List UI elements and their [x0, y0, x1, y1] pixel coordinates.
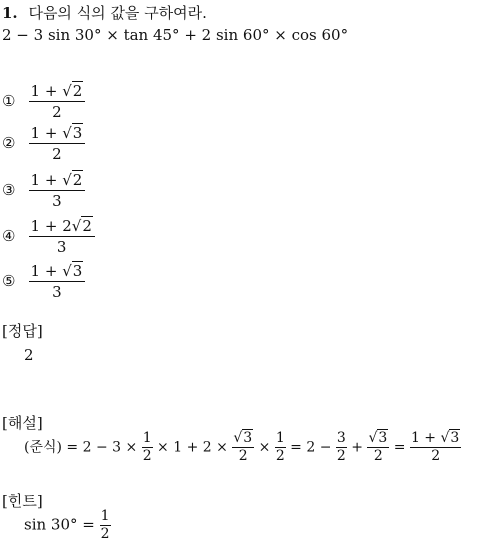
- fraction: $\frac{1}{2}$: [275, 430, 285, 464]
- denominator: 3: [29, 190, 86, 210]
- option-1[interactable]: [2, 82, 85, 121]
- expression-text: = 2 −: [285, 439, 336, 456]
- sqrt-icon: √: [62, 124, 72, 142]
- option-marker: ⑤: [2, 272, 16, 290]
- answer-value: 2: [24, 346, 34, 364]
- fraction: $\frac{1 + √3}{2}$: [410, 430, 460, 464]
- option-marker: ④: [2, 227, 16, 245]
- option-fraction: [29, 124, 86, 163]
- option-marker: ③: [2, 181, 16, 199]
- numerator-text: 1 +: [30, 124, 63, 142]
- radicand: 2: [72, 82, 83, 100]
- question-expression: 2 − 3 sin 30° × tan 45° + 2 sin 60° × cos 60°: [2, 26, 349, 44]
- radicand: 2: [72, 171, 83, 189]
- sqrt-icon: √: [440, 430, 450, 446]
- option-fraction: [29, 262, 86, 301]
- numerator-text: 1 +: [30, 262, 63, 280]
- option-5[interactable]: [2, 262, 85, 301]
- explanation-label: [해설]: [2, 414, 43, 432]
- expression-text: ×: [254, 439, 275, 456]
- expression-text: sin 30° =: [24, 515, 100, 534]
- option-marker: ①: [2, 92, 16, 110]
- option-fraction: [29, 217, 95, 256]
- option-fraction: [29, 171, 86, 210]
- denominator: 2: [29, 101, 86, 121]
- sqrt-icon: √: [62, 82, 72, 100]
- hint-expression: [24, 508, 111, 543]
- option-4[interactable]: [2, 217, 95, 256]
- radicand: 2: [82, 217, 92, 235]
- question-prompt: 다음의 식의 값을 구하여라.: [28, 4, 207, 22]
- denominator: 3: [29, 236, 95, 256]
- numerator-text: 1 +: [30, 217, 63, 235]
- option-fraction: [29, 82, 86, 121]
- fraction: $\frac{1}{2}$: [100, 508, 110, 542]
- coefficient: 2: [62, 217, 72, 235]
- question-number: 1.: [2, 4, 18, 22]
- fraction: $\frac{1}{2}$: [142, 430, 152, 464]
- option-3[interactable]: [2, 171, 85, 210]
- hint-label: [힌트]: [2, 492, 43, 510]
- expression-text: =: [389, 439, 410, 456]
- explanation-expression: [24, 430, 461, 465]
- fraction: $\frac{3}{2}$: [336, 430, 346, 464]
- answer-label: [정답]: [2, 322, 43, 340]
- expression-text: × 1 + 2 ×: [152, 439, 233, 456]
- sqrt-icon: √: [62, 262, 72, 280]
- fraction: $\frac{√3}{2}$: [368, 430, 388, 464]
- radicand: 3: [72, 262, 83, 280]
- sqrt-icon: √: [233, 430, 243, 446]
- fraction: $\frac{√3}{2}$: [233, 430, 253, 464]
- numerator-text: 1 +: [30, 82, 63, 100]
- question-header: [2, 2, 207, 23]
- option-2[interactable]: [2, 124, 85, 163]
- expression-text: (준식) = 2 − 3 ×: [24, 439, 142, 456]
- numerator-text: 1 +: [30, 171, 63, 189]
- sqrt-icon: √: [368, 430, 378, 446]
- sqrt-icon: √: [62, 171, 72, 189]
- expression-text: +: [346, 439, 368, 456]
- denominator: 3: [29, 281, 86, 301]
- option-marker: ②: [2, 134, 16, 152]
- sqrt-icon: √: [71, 217, 82, 235]
- denominator: 2: [29, 143, 86, 163]
- radicand: 3: [72, 124, 83, 142]
